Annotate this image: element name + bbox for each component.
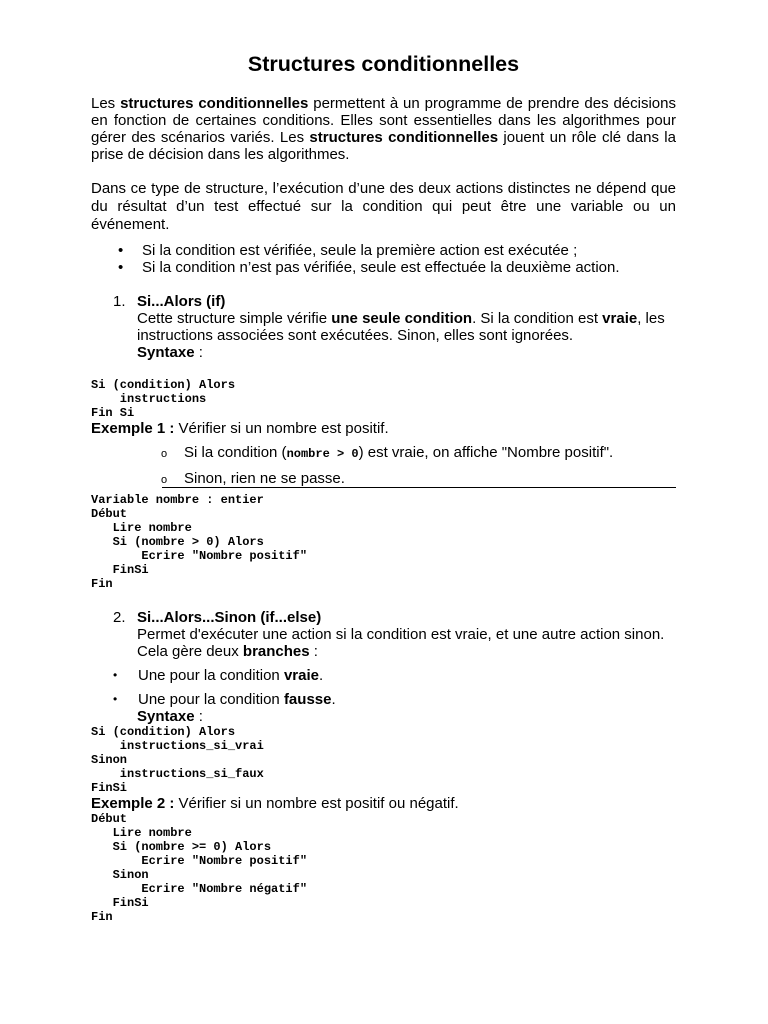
bold-term: vraie (283, 667, 319, 684)
list-item (91, 470, 676, 487)
section-description (137, 310, 676, 344)
example-text: Vérifier si un nombre est positif ou négatif. (174, 795, 459, 812)
section-number: 2. (113, 609, 126, 626)
list-item (91, 444, 676, 463)
syntax-code-block: Si (condition) Alors instructions_si_vrai Sinon instructions_si_faux FinSi (91, 725, 264, 795)
bold-term: branches (242, 643, 310, 660)
text-span: Cette structure simple vérifie (137, 310, 332, 327)
syntax-code-block: Si (condition) Alors instructions Fin Si (91, 378, 236, 420)
text-span: : (309, 643, 318, 660)
intro-paragraph-1 (91, 95, 676, 163)
condition-bullets (91, 242, 676, 276)
section-number: 1. (113, 293, 126, 310)
syntax-label-text: Syntaxe (137, 708, 195, 725)
bold-term: structures conditionnelles (120, 95, 309, 112)
branches-list (91, 667, 676, 708)
section-heading (137, 293, 676, 310)
text-span: Les (91, 95, 121, 112)
intro-paragraph-2: Dans ce type de structure, l’exécution d’une des deux actions distinctes ne dépend que du résultat d’un test effectué sur la condition qui peut être une variable ou un événement. (91, 180, 676, 233)
example-1-line (91, 420, 676, 437)
list-item (91, 691, 676, 708)
list-item (91, 242, 676, 259)
section-heading-text: Si...Alors (if) (137, 293, 226, 310)
text-span: Une pour la condition (138, 691, 284, 708)
section-2 (91, 609, 676, 660)
bullet-icon: • (118, 259, 124, 276)
text-span: . Si la condition est (472, 310, 603, 327)
text-span: Une pour la condition (138, 667, 284, 684)
inline-code: nombre > 0 (286, 447, 359, 461)
document-page (91, 50, 676, 924)
page-title: Structures conditionnelles (247, 52, 520, 76)
example-2-line (91, 795, 676, 812)
text-span: . (318, 667, 324, 684)
syntax-label (91, 708, 676, 725)
list-item (91, 667, 676, 684)
section-heading (137, 609, 676, 626)
list-item-text: Si la condition est vérifiée, seule la première action est exécutée ; (142, 242, 578, 259)
example-2-code-block: Début Lire nombre Si (nombre >= 0) Alors Ecrire "Nombre positif" Sinon Ecrire "Nombre négatif" FinSi Fin (91, 812, 308, 924)
horizontal-rule (162, 487, 676, 488)
text-span: , les instructions associées sont exécutées. Sinon, elles sont ignorées. (137, 310, 665, 344)
example-1-code-block: Variable nombre : entier Début Lire nombre Si (nombre > 0) Alors Ecrire "Nombre positif" FinSi Fin (91, 493, 308, 591)
example-label: Exemple 2 : (91, 795, 175, 812)
bold-term: une seule condition (331, 310, 473, 327)
bullet-icon: • (118, 242, 124, 259)
example-label: Exemple 1 : (91, 420, 175, 437)
text-span: jouent un rôle clé dans la prise de décision dans les algorithmes. (91, 129, 676, 163)
section-heading-text: Si...Alors...Sinon (if...else) (137, 609, 322, 626)
text-span: Permet d'exécuter une action si la condition est vraie, et une autre action sinon. Cela gère deux (137, 626, 665, 660)
circle-bullet-icon: o (161, 474, 168, 486)
list-item (91, 259, 676, 276)
section-description (137, 626, 676, 660)
bullet-icon: • (113, 692, 118, 706)
bullet-icon: • (113, 668, 118, 682)
text-span: Sinon, rien ne se passe. (184, 470, 345, 487)
bold-term: vraie (602, 310, 638, 327)
text-span: ) est vraie, on affiche "Nombre positif". (358, 444, 614, 461)
circle-bullet-icon: o (161, 448, 168, 460)
list-item-text: Si la condition n’est pas vérifiée, seule est effectuée la deuxième action. (142, 259, 620, 276)
example-text: Vérifier si un nombre est positif. (174, 420, 389, 437)
text-span: . (331, 691, 336, 708)
syntax-label-text: Syntaxe (137, 344, 195, 361)
bold-term: structures conditionnelles (309, 129, 499, 146)
bold-term: fausse (283, 691, 332, 708)
section-1 (91, 293, 676, 361)
example-1-points (91, 444, 676, 487)
text-span: Si la condition ( (184, 444, 287, 461)
syntax-label (137, 344, 676, 361)
text-span: permettent à un programme de prendre des décisions en fonction de certaines conditions. Elles sont essentielles dans les algorithmes pour gérer des scénarios variés. Les (91, 95, 676, 146)
text-span: : (194, 344, 203, 361)
text-span: : (194, 708, 203, 725)
